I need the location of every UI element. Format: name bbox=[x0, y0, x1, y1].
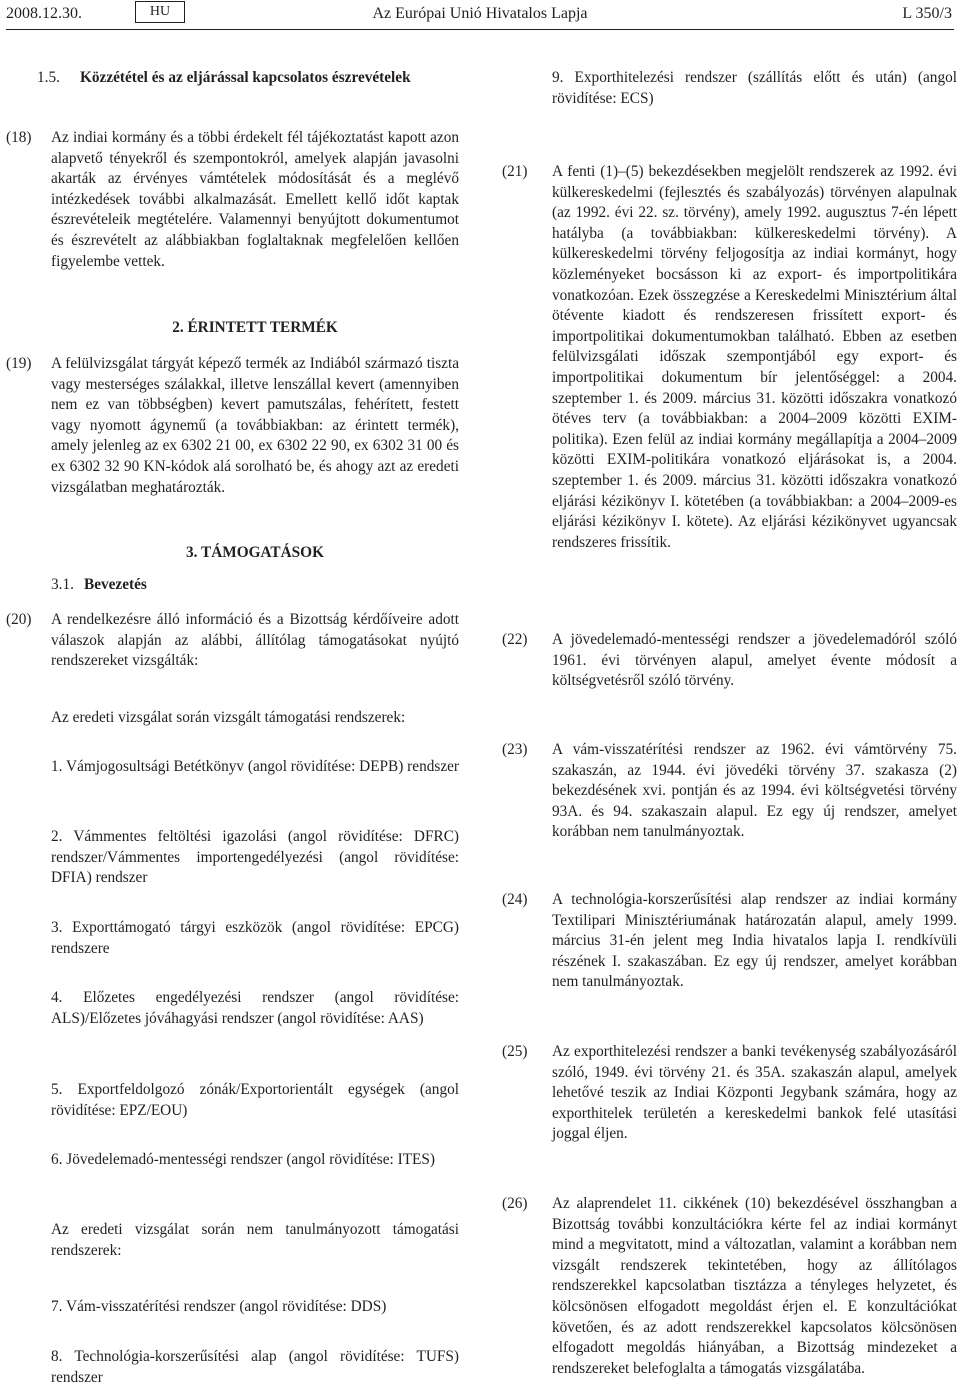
paragraph-26-text: Az alaprendelet 11. cikkének (10) bekezdésével összhangban a Bizottság további konzultációkra kérte fel az indiai kormányt mind a megvitatott, mind a változatlan, valamint a korábban nem vizsgált rendszerek tekintetében, hogy az állítólagos rendszerekkel kapcsolatban tisztázza a tényleges helyzetet, és kölcsönösen elfogadott megoldást érjen el. E konzultációkat követően, és az adott rendszerekkel kapcsolatos kölcsönösen elfogadott megoldás hiányában, a Bizottság mindezeket a rendszereket belefoglalta a támogatás vizsgálatába. bbox=[552, 1195, 957, 1377]
paragraph-24-text: A technológia-korszerűsítési alap rendszer az indiai kormány Textilipari Minisztériumának határozatán alapul, amely 1999. március 31-én jelent meg India hivatalos lapja I. rendkívüli részének I. szakaszában. Ez egy új rendszer, amelyet korábban nem tanulmányoztak. bbox=[552, 891, 957, 991]
scheme-item-7: 7. Vám-visszatérítési rendszer (angol rövidítése: DDS) bbox=[51, 1298, 387, 1315]
not-examined-schemes-intro: Az eredeti vizsgálat során nem tanulmányozott támogatási rendszerek: bbox=[51, 1221, 459, 1259]
examined-schemes-intro: Az eredeti vizsgálat során vizsgált támogatási rendszerek: bbox=[51, 709, 406, 726]
paragraph-26-number: (26) bbox=[502, 1195, 528, 1212]
paragraph-23-text: A vám-visszatérítési rendszer az 1962. évi vámtörvény 75. szakaszán, az 1944. évi jövedéki törvény 37. szakasza (2) bekezdésének xvi. pontján és az 1994. évi költségvetési törvény 93A. és 94. szakaszain alapul. Ez egy új rendszer, amelyet korábban nem tanulmányoztak. bbox=[552, 741, 957, 841]
paragraph-22-text: A jövedelemadó-mentességi rendszer a jövedelemadóról szóló 1961. évi törvényen alapul, amelyet évente módosít a költségvetésről szóló törvény. bbox=[552, 631, 957, 690]
scheme-item-4: 4. Előzetes engedélyezési rendszer (angol rövidítése: ALS)/Előzetes jóváhagyási rendszer (angol rövidítése: AAS) bbox=[51, 989, 459, 1027]
paragraph-22-number: (22) bbox=[502, 631, 528, 648]
section-1-5-title: Közzététel és az eljárással kapcsolatos észrevételek bbox=[80, 69, 411, 86]
scheme-item-6: 6. Jövedelemadó-mentességi rendszer (angol rövidítése: ITES) bbox=[51, 1151, 435, 1168]
section-3-1-title: Bevezetés bbox=[84, 576, 147, 593]
scheme-item-5: 5. Exportfeldolgozó zónák/Exportorientált egységek (angol rövidítése: EPZ/EOU) bbox=[51, 1081, 459, 1119]
section-3-1-number: 3.1. bbox=[51, 576, 74, 593]
language-badge: HU bbox=[135, 1, 185, 23]
page-header bbox=[0, 0, 960, 28]
scheme-item-8: 8. Technológia-korszerűsítési alap (angol rövidítése: TUFS) rendszer bbox=[51, 1348, 459, 1386]
paragraph-21-number: (21) bbox=[502, 163, 528, 180]
scheme-item-9: 9. Exporthitelezési rendszer (szállítás előtt és után) (angol rövidítése: ECS) bbox=[552, 69, 957, 107]
scheme-item-1: 1. Vámjogosultsági Betétkönyv (angol rövidítése: DEPB) rendszer bbox=[51, 758, 459, 775]
paragraph-20-number: (20) bbox=[6, 611, 32, 628]
page-reference: L 350/3 bbox=[902, 5, 952, 22]
paragraph-19-text: A felülvizsgálat tárgyát képező termék az Indiából származó tiszta vagy mesterséges szálakkal, illetve lenszállal kevert (amennyiben nem ez van többségben) kevert pamutszálas, fehérített, festett vagy nyomott ágynemű (a továbbiakban: az érintett termék), amely jelenleg az ex 6302 21 00, ex 6302 22 90, ex 6302 31 00 és ex 6302 32 90 KN-kódok alá sorolható be, és ahogy azt az eredeti vizsgálatban meghatározták. bbox=[51, 355, 459, 496]
scheme-item-2: 2. Vámmentes feltöltési igazolási (angol rövidítése: DFRC) rendszer/Vámmentes importengedélyezési (angol rövidítése: DFIA) rendszer bbox=[51, 828, 459, 887]
publication-date: 2008.12.30. bbox=[6, 5, 82, 22]
section-3-title: 3. TÁMOGATÁSOK bbox=[186, 544, 324, 561]
paragraph-24-number: (24) bbox=[502, 891, 528, 908]
paragraph-18-text: Az indiai kormány és a többi érdekelt fél tájékoztatást kapott azon alapvető tényekről és szempontokról, amelyek alapján javasolni akarták az érvényes vámtételek módosítását és a meglévő intézkedések további alkalmazását. Emellett kellő időt kaptak észrevételeik megtételére. Valamennyi benyújtott dokumentumot és észrevételt az alábbiakban foglaltaknak megfelelően kellően figyelembe vettek. bbox=[51, 129, 459, 270]
paragraph-18-number: (18) bbox=[6, 129, 32, 146]
header-rule bbox=[6, 29, 954, 30]
paragraph-25-number: (25) bbox=[502, 1043, 528, 1060]
paragraph-25-text: Az exporthitelezési rendszer a banki tevékenység szabályozásáról szóló, 1949. évi törvény 21. és 35A. szakaszán alapul, amelyek lehetővé teszik az Indiai Központi Jegybank számára, hogy az exporthitelek területén a kereskedelmi bankok felé utasítási joggal éljen. bbox=[552, 1043, 957, 1143]
section-1-5-number: 1.5. bbox=[37, 69, 60, 86]
scheme-item-3: 3. Exporttámogató tárgyi eszközök (angol rövidítése: EPCG) rendszere bbox=[51, 919, 459, 957]
paragraph-20-text: A rendelkezésre álló információ és a Bizottság kérdőíveire adott válaszok alapján az alábbi, állítólag támogatásokat nyújtó rendszereket vizsgálták: bbox=[51, 611, 459, 670]
paragraph-21-text: A fenti (1)–(5) bekezdésekben megjelölt rendszerek az 1992. évi külkereskedelmi (fejlesztés és szabályozás) törvényen alapulnak (az 1992. évi 22. sz. törvény), amely 1992. augusztus 7-én lépett hatályba (a továbbiakban: külkereskedelmi törvény). A külkereskedelmi törvény feljogosítja az indiai kormányt, hogy közleményeket bocsásson ki az export- és importpolitikára vonatkozóan. Ezek összegzése a Kereskedelmi Minisztérium által ötévente kiadott és rendszeresen frissített export- és importpolitikai dokumentumokban található. Ebben az esetben felülvizsgálati időszak szempontjából egy export- és importpolitikai dokumentum bír jelentőséggel: a 2004. szeptember 1. és 2009. március 31. közötti időszakra vonatkozó ötéves terv (a továbbiakban: a 2004–2009 közötti EXIM-politika). Ezen felül az indiai kormány megállapítja a 2004–2009 közötti EXIM-politikára vonatkozó eljárásokat is, a 2004. szeptember 1. és 2009. március 31. közötti időszakra vonatkozó eljárási kézikönyv I. kötetében (a továbbiakban: a 2004–2009-es eljárási kézikönyv I. kötete). Az eljárási kézikönyvet ugyancsak rendszeres frissítik. bbox=[552, 163, 957, 551]
paragraph-23-number: (23) bbox=[502, 741, 528, 758]
paragraph-19-number: (19) bbox=[6, 355, 32, 372]
section-2-title: 2. ÉRINTETT TERMÉK bbox=[172, 319, 338, 336]
journal-title: Az Európai Unió Hivatalos Lapja bbox=[372, 5, 588, 22]
